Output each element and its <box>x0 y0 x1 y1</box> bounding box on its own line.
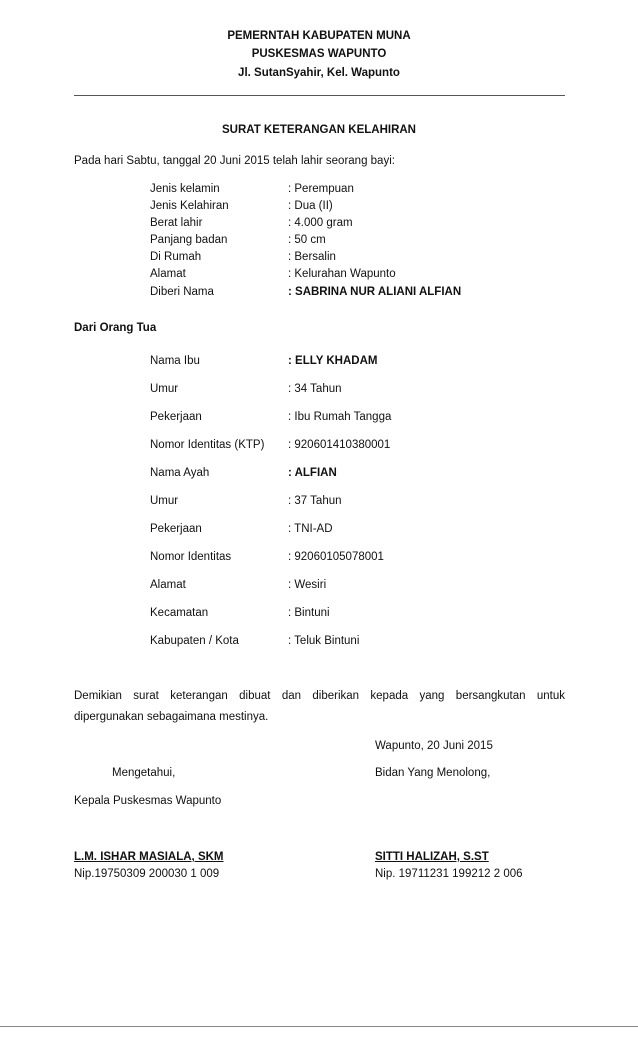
field-label: Jenis kelamin <box>150 183 220 195</box>
field-label: Nomor Identitas <box>150 551 232 563</box>
father-name-value: : ALFIAN <box>288 467 337 479</box>
left-signatory-nip: Nip.19750309 200030 1 009 <box>74 868 220 880</box>
field-value: : Ibu Rumah Tangga <box>288 411 392 423</box>
left-caption: Mengetahui, <box>112 767 176 779</box>
field-value: : Kelurahan Wapunto <box>288 268 396 280</box>
field-value: : 4.000 gram <box>288 217 353 229</box>
document-title: SURAT KETERANGAN KELAHIRAN <box>221 124 416 136</box>
header-line-1: PEMERNTAH KABUPATEN MUNA <box>227 30 411 42</box>
field-label: Diberi Nama <box>150 286 214 298</box>
closing-line-2: dipergunakan sebagaimana mestinya. <box>74 711 269 723</box>
field-value: : Dua (II) <box>288 200 333 212</box>
field-label: Nama Ayah <box>150 467 210 479</box>
field-label: Umur <box>150 495 179 507</box>
field-value: : 50 cm <box>288 234 326 246</box>
field-value: : Bersalin <box>288 251 336 263</box>
field-label: Nama Ibu <box>150 355 200 367</box>
field-label: Panjang badan <box>150 234 228 246</box>
field-value: : 92060105078001 <box>288 551 384 563</box>
closing-line-1: Demikian surat keterangan dibuat dan diberikan kepada yang bersangkutan untuk <box>74 690 565 702</box>
baby-name-value: : SABRINA NUR ALIANI ALFIAN <box>288 286 462 298</box>
left-title: Kepala Puskesmas Wapunto <box>74 795 222 807</box>
field-label: Berat lahir <box>150 217 203 229</box>
field-value: : 34 Tahun <box>288 383 342 395</box>
left-signatory-name: L.M. ISHAR MASIALA, SKM <box>74 851 224 863</box>
header-line-2: PUSKESMAS WAPUNTO <box>251 48 387 60</box>
header-divider <box>74 95 565 96</box>
right-caption: Bidan Yang Menolong, <box>375 767 491 779</box>
field-value: : Teluk Bintuni <box>288 635 360 647</box>
mother-name-value: : ELLY KHADAM <box>288 355 378 367</box>
header-line-3: Jl. SutanSyahir, Kel. Wapunto <box>238 67 400 79</box>
field-value: : Perempuan <box>288 183 354 195</box>
field-label: Di Rumah <box>150 251 202 263</box>
field-value: : 37 Tahun <box>288 495 342 507</box>
place-date: Wapunto, 20 Juni 2015 <box>375 740 493 752</box>
field-label: Alamat <box>150 268 186 280</box>
right-signatory-name: SITTI HALIZAH, S.ST <box>375 851 489 863</box>
intro-text: Pada hari Sabtu, tanggal 20 Juni 2015 telah lahir seorang bayi: <box>74 155 395 167</box>
right-signatory-nip: Nip. 19711231 199212 2 006 <box>375 868 523 880</box>
field-label: Nomor Identitas (KTP) <box>150 439 265 451</box>
field-label: Alamat <box>150 579 186 591</box>
field-label: Kecamatan <box>150 607 209 619</box>
page-bottom-border <box>0 1026 638 1027</box>
field-value: : Bintuni <box>288 607 330 619</box>
field-label: Umur <box>150 383 179 395</box>
field-value: : 920601410380001 <box>288 439 391 451</box>
field-value: : Wesiri <box>288 579 327 591</box>
field-label: Pekerjaan <box>150 523 202 535</box>
field-label: Pekerjaan <box>150 411 202 423</box>
field-label: Kabupaten / Kota <box>150 635 239 647</box>
parents-heading: Dari Orang Tua <box>74 322 157 334</box>
field-label: Jenis Kelahiran <box>150 200 229 212</box>
field-value: : TNI-AD <box>288 523 333 535</box>
